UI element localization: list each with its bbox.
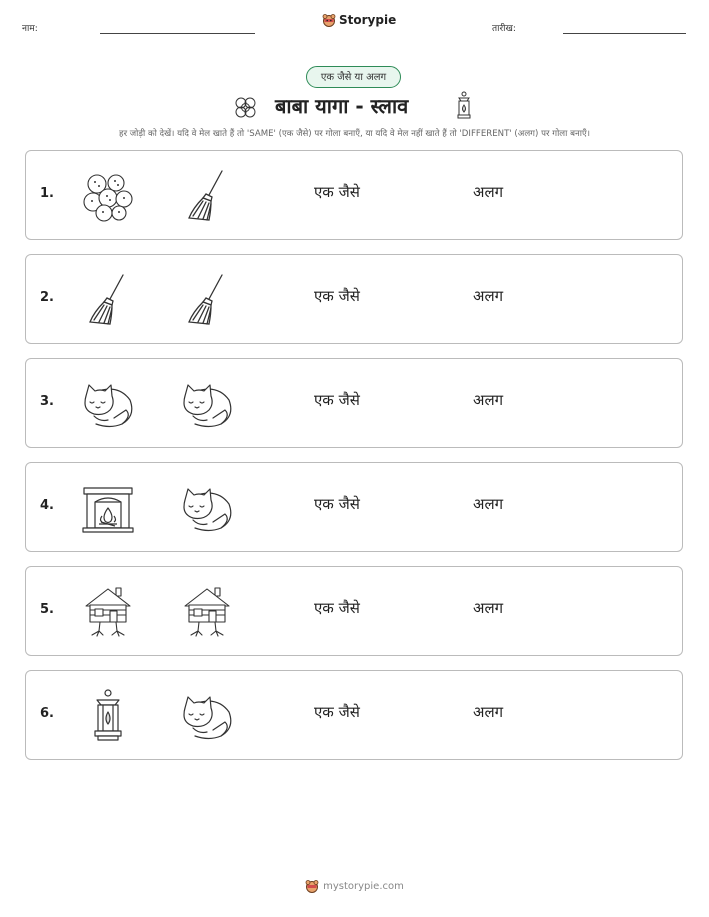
different-option[interactable]: अलग — [473, 703, 504, 721]
worksheet-header — [0, 0, 709, 40]
question-number: 1. — [40, 186, 54, 201]
lantern-icon — [80, 688, 136, 744]
question-row-2 — [25, 254, 683, 344]
fireplace-icon — [80, 480, 136, 536]
footer-url[interactable]: mystorypie.com — [323, 880, 404, 892]
question-row-3 — [25, 358, 683, 448]
different-option[interactable]: अलग — [473, 391, 504, 409]
title-row — [0, 90, 709, 124]
storypie-logo-icon — [305, 879, 319, 893]
worksheet-type-badge: एक जैसे या अलग — [306, 66, 401, 88]
berries-icon — [80, 168, 136, 224]
instructions: हर जोड़ी को देखें। यदि वे मेल खाते हैं तो 'SAME' (एक जैसे) पर गोला बनाएँ, या यदि वे मेल नहीं खाते हैं तो 'DIFFERENT' (अलग) पर गोला बनाएँ। — [119, 129, 590, 139]
question-number: 3. — [40, 394, 54, 409]
broom-icon — [80, 272, 136, 328]
sleeping-cat-icon — [179, 376, 235, 432]
chicken-leg-hut-icon — [179, 584, 235, 640]
storypie-logo-icon — [322, 13, 336, 27]
different-option[interactable]: अलग — [473, 495, 504, 513]
question-row-6 — [25, 670, 683, 760]
question-row-5 — [25, 566, 683, 656]
same-option[interactable]: एक जैसे — [314, 703, 360, 721]
same-option[interactable]: एक जैसे — [314, 391, 360, 409]
sleeping-cat-icon — [80, 376, 136, 432]
question-number: 4. — [40, 498, 54, 513]
same-option[interactable]: एक जैसे — [314, 183, 360, 201]
question-row-1 — [25, 150, 683, 240]
footer — [0, 879, 709, 893]
brand — [322, 13, 396, 27]
same-option[interactable]: एक जैसे — [314, 599, 360, 617]
lantern-icon — [454, 91, 474, 121]
name-label: नाम: — [22, 24, 38, 34]
broom-icon — [179, 168, 235, 224]
sleeping-cat-icon — [179, 688, 235, 744]
broom-icon — [179, 272, 235, 328]
name-line — [100, 33, 255, 34]
brand-name: Storypie — [339, 13, 397, 27]
same-option[interactable]: एक जैसे — [314, 287, 360, 305]
page-title: बाबा यागा - स्लाव — [275, 94, 409, 118]
chicken-leg-hut-icon — [80, 584, 136, 640]
date-label: तारीख: — [492, 24, 516, 34]
different-option[interactable]: अलग — [473, 599, 504, 617]
question-row-4 — [25, 462, 683, 552]
question-number: 6. — [40, 706, 54, 721]
different-option[interactable]: अलग — [473, 183, 504, 201]
same-option[interactable]: एक जैसे — [314, 495, 360, 513]
date-line — [563, 33, 686, 34]
question-number: 5. — [40, 602, 54, 617]
different-option[interactable]: अलग — [473, 287, 504, 305]
sleeping-cat-icon — [179, 480, 235, 536]
question-number: 2. — [40, 290, 54, 305]
berries-icon — [233, 94, 259, 120]
